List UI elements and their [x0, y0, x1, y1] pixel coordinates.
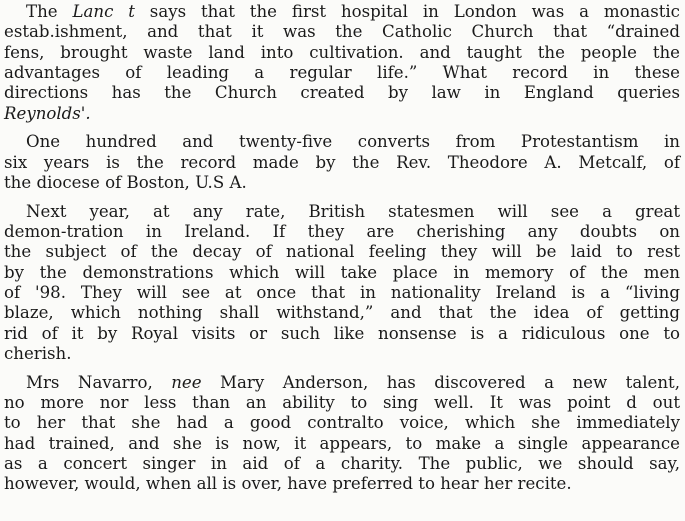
text-line [4, 43, 680, 63]
text-line [4, 83, 680, 103]
text-line [4, 474, 572, 494]
text-run: Next year, at any rate, British statesmen will see a great [26, 201, 680, 221]
text-run: as a concert singer in aid of a charity. The public, we should say, [4, 453, 680, 473]
text-line [4, 173, 247, 193]
italic-text-run: Lanc t [72, 2, 135, 21]
text-line [4, 324, 680, 344]
text-line [4, 283, 680, 303]
text-run: demon-tration in Ireland. If they are cherishing any doubts on [4, 222, 680, 241]
text-run: cherish. [4, 343, 72, 363]
text-run: The [26, 2, 73, 21]
text-line [4, 344, 72, 364]
text-line [4, 222, 680, 242]
text-run: says that the first hospital in London was a monastic [134, 2, 680, 21]
text-line [4, 22, 680, 42]
text-line [4, 454, 680, 474]
text-line [4, 104, 91, 124]
text-line [26, 2, 680, 22]
text-line [4, 263, 680, 283]
text-line [4, 413, 680, 433]
text-run: no more nor less than an ability to sing well. It was point d out [4, 392, 680, 412]
text-run: six years is the record made by the Rev. Theodore A. Metcalf, of [4, 152, 680, 172]
italic-text-run: nee [171, 372, 202, 392]
text-line [4, 303, 680, 323]
text-line [4, 393, 680, 413]
text-run: fens, brought waste land into cultivation. and taught the people the [4, 42, 680, 62]
text-run: by the demonstrations which will take place in memory of the men [4, 262, 680, 282]
text-run: estab.ishment, and that it was the Catholic Church that “drained [4, 22, 680, 42]
text-line [4, 242, 680, 262]
text-line [26, 132, 680, 152]
text-line [4, 63, 680, 83]
text-run: rid of it by Royal visits or such like nonsense is a ridiculous one to [4, 323, 680, 343]
text-run: Mrs Navarro, [26, 372, 172, 392]
text-run: to her that she had a good contralto voice, which she immediately [4, 413, 680, 433]
text-run: One hundred and twenty-five converts from Protestantism in [26, 132, 680, 152]
text-line [4, 153, 680, 173]
text-run: of '98. They will see at once that in nationality Ireland is a “living [4, 282, 680, 302]
text-line [26, 373, 680, 393]
text-run: however, would, when all is over, have preferred to hear her recite. [4, 474, 572, 494]
italic-text-run: Reynolds'. [4, 103, 91, 123]
text-run: directions has the Church created by law in England queries [4, 83, 680, 103]
text-run: blaze, which nothing shall withstand,” and that the idea of getting [4, 303, 680, 323]
text-run: the diocese of Boston, U.S A. [4, 172, 247, 192]
text-run: advantages of leading a regular life.” What record in these [4, 62, 680, 82]
text-run: Mary Anderson, has discovered a new talent, [201, 372, 680, 392]
text-run: had trained, and she is now, it appears, to make a single appearance [4, 433, 680, 453]
text-run: the subject of the decay of national feeling they will be laid to rest [4, 242, 680, 262]
text-line [26, 202, 680, 222]
text-line [4, 434, 680, 454]
